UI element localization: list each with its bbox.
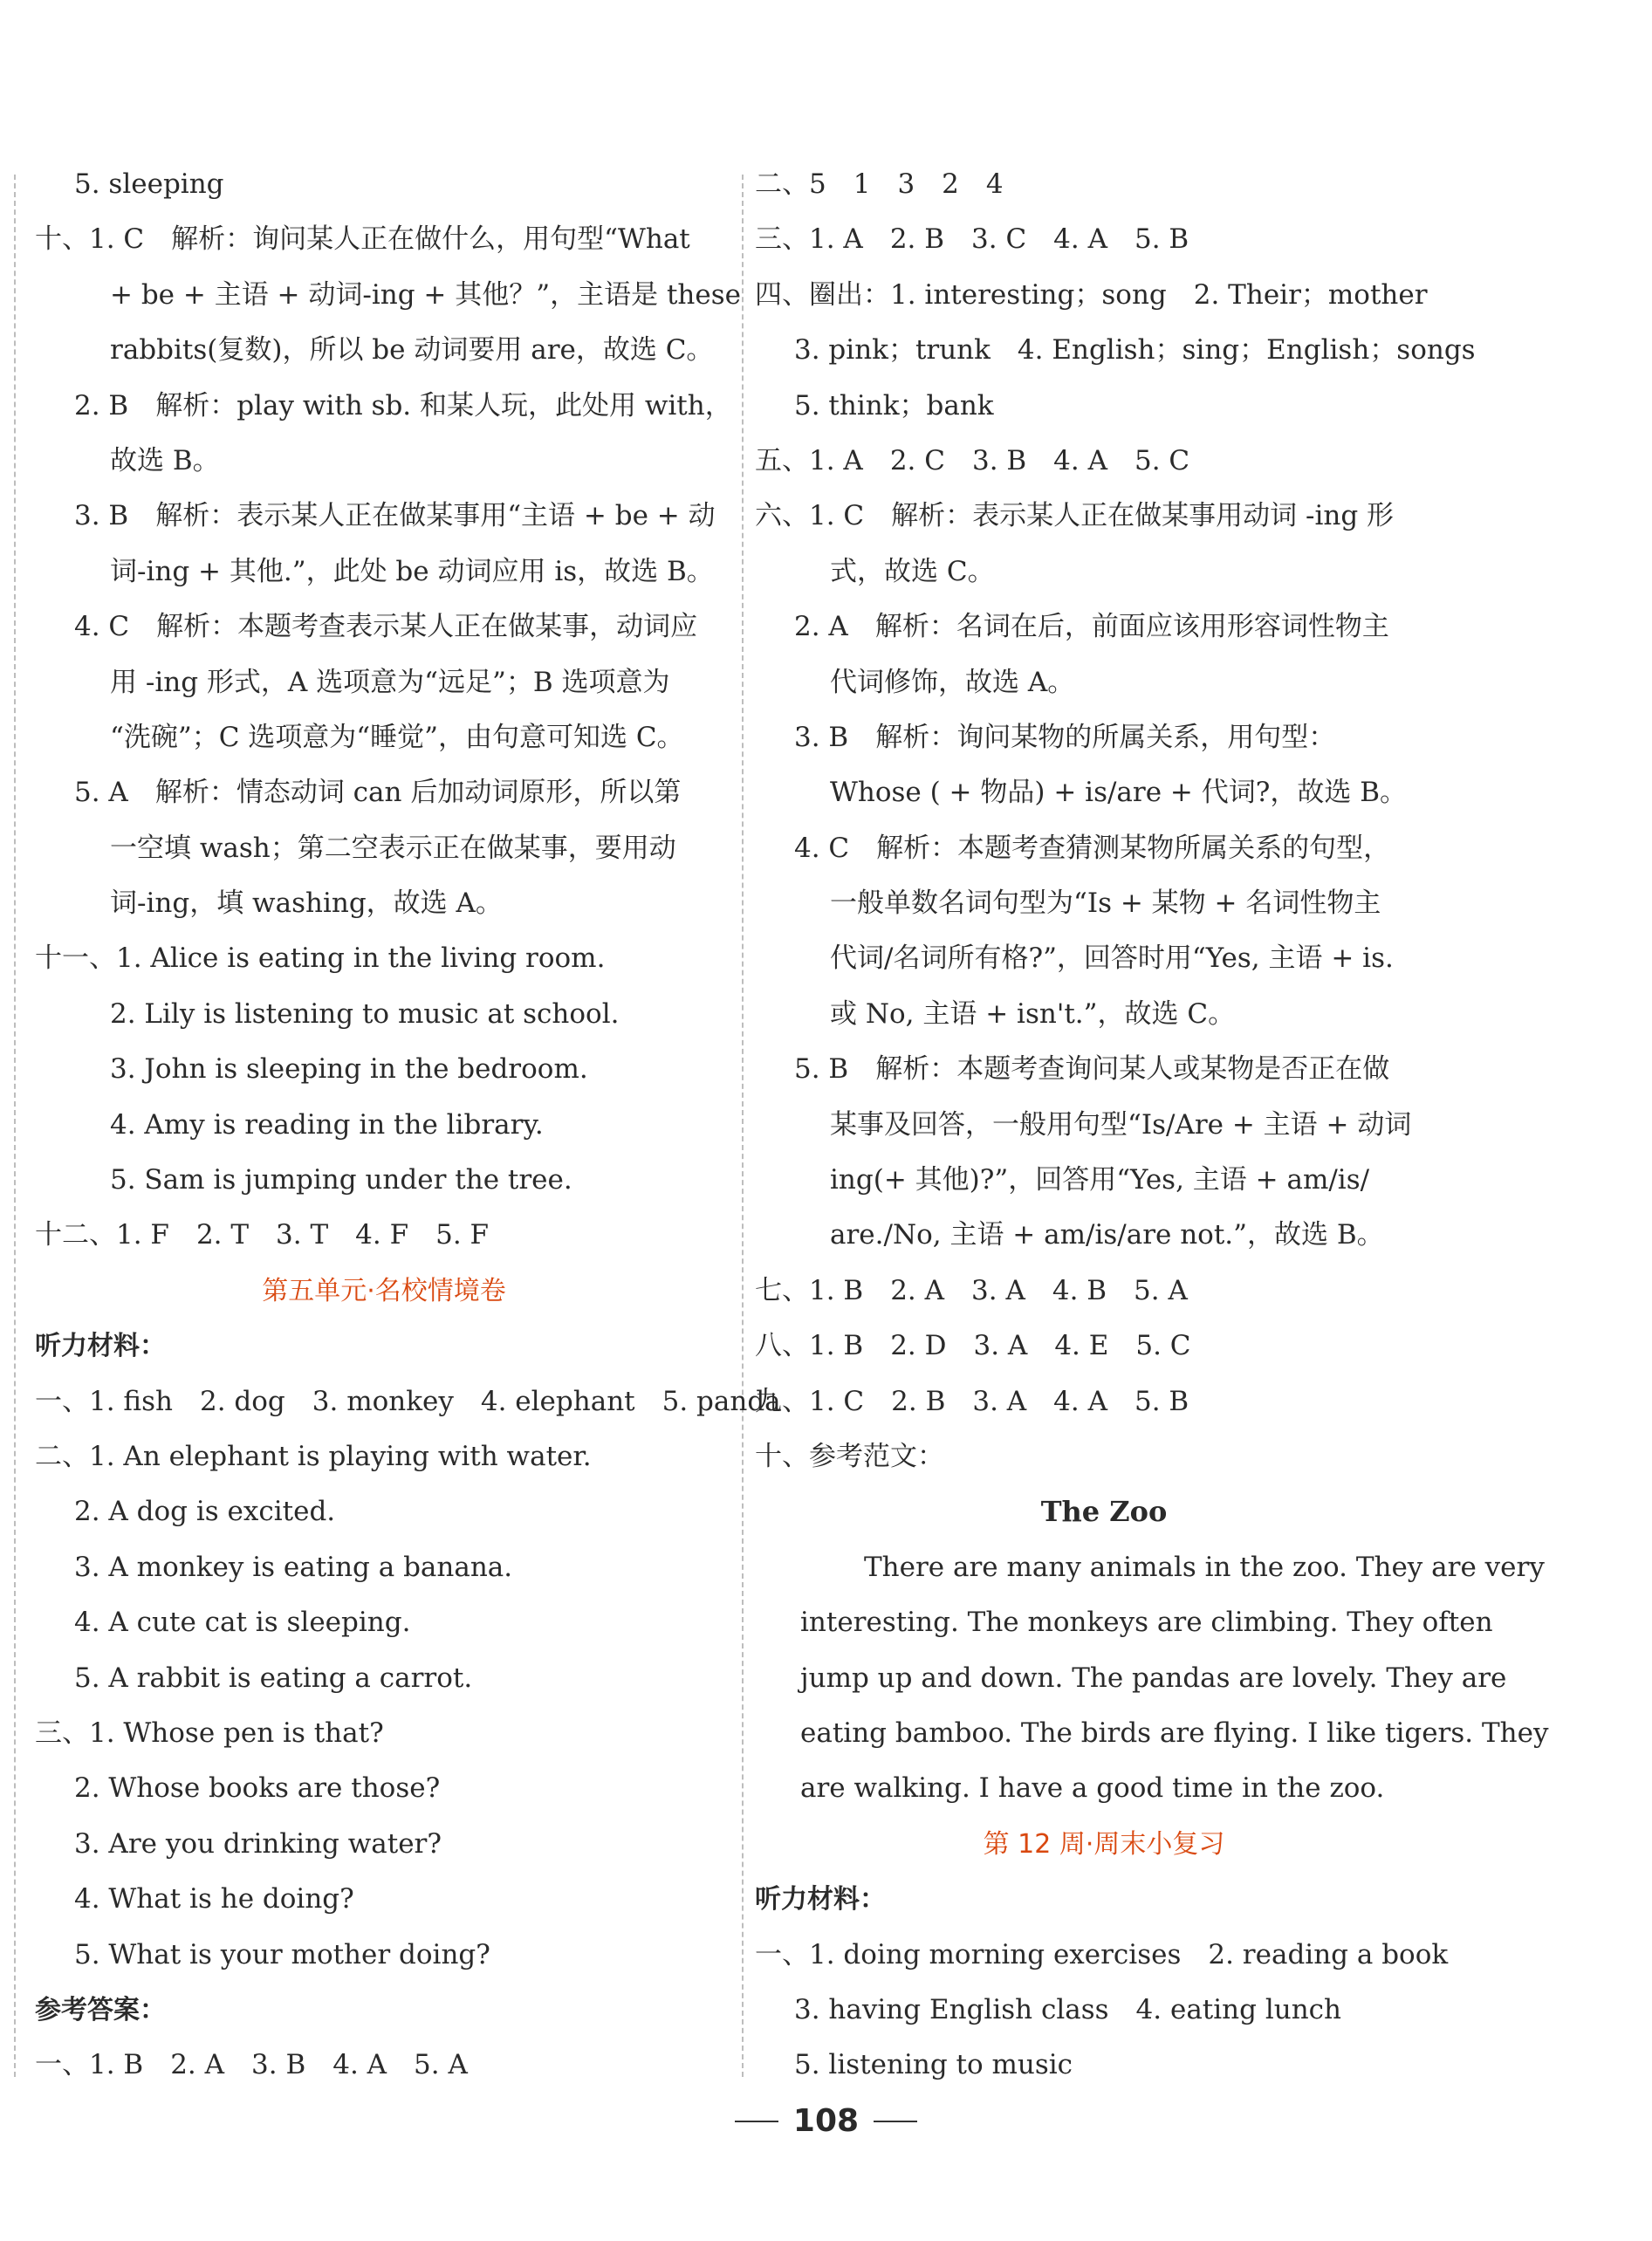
left-margin-dashed-line (14, 175, 16, 2077)
right-column (755, 157, 1549, 2094)
answer-line: 一、1. B 2. A 3. B 4. A 5. A (35, 2049, 468, 2081)
explanation-line: 代词/名词所有格?”，回答时用“Yes, 主语 + is. (830, 942, 1394, 975)
section-ten-line: 十、参考范文： (755, 1440, 944, 1472)
answer-line: 5. Sam is jumping under the tree. (110, 1164, 572, 1196)
listening-material-label: 听力材料： (755, 1884, 886, 1915)
section-twelve-line: 十二、1. F 2. T 3. T 4. F 5. F (35, 1219, 490, 1251)
answer-line: 4. What is he doing? (74, 1883, 354, 1915)
answer-line: 八、1. B 2. D 3. A 4. E 5. C (755, 1330, 1191, 1362)
answer-line: 3. pink；trunk 4. English；sing；English；songs (794, 334, 1476, 367)
answer-line: 3. B 解析：表示某人正在做某事用“主语 + be + 动 (74, 500, 716, 532)
answer-line: 二、5 1 3 2 4 (755, 168, 1004, 200)
section-ten-line: 十、1. C 解析：询问某人正在做什么，用句型“What (35, 223, 690, 256)
essay-line: interesting. The monkeys are climbing. They often (800, 1607, 1493, 1639)
explanation-line: 或 No, 主语 + isn't.”，故选 C。 (830, 997, 1236, 1030)
explanation-line: 一空填 wash；第二空表示正在做某事，要用动 (110, 832, 676, 864)
answer-line: 四、圈出：1. interesting；song 2. Their；mother (755, 278, 1428, 311)
answer-line: 3. having English class 4. eating lunch (794, 1993, 1342, 2025)
answer-line: 3. John is sleeping in the bedroom. (110, 1053, 588, 1086)
explanation-line: 式，故选 C。 (830, 555, 995, 587)
week-twelve-heading: 第 12 周·周末小复习 (983, 1828, 1225, 1860)
footer-dash-left (735, 2121, 778, 2122)
explanation-line: + be + 主语 + 动词-ing + 其他？”，主语是 these (110, 278, 741, 311)
explanation-line: 故选 B。 (110, 444, 220, 476)
answer-line: 七、1. B 2. A 3. A 4. B 5. A (755, 1274, 1188, 1306)
left-column (35, 157, 781, 2094)
answer-line: 二、1. An elephant is playing with water. (35, 1440, 592, 1472)
answer-line: 五、1. A 2. C 3. B 4. A 5. C (755, 444, 1190, 476)
essay-line: There are many animals in the zoo. They are very (864, 1551, 1545, 1583)
explanation-line: Whose ( + 物品) + is/are + 代词?，故选 B。 (830, 777, 1408, 809)
answer-line: 5. think；bank (794, 389, 994, 421)
explanation-line: 某事及回答，一般用句型“Is/Are + 主语 + 动词 (830, 1108, 1412, 1141)
essay-line: are walking. I have a good time in the zoo. (800, 1772, 1385, 1805)
explanation-line: 用 -ing 形式，A 选项意为“远足”；B 选项意为 (110, 666, 670, 698)
unit-five-heading: 第五单元·名校情境卷 (262, 1275, 506, 1306)
answer-line: 4. Amy is reading in the library. (110, 1108, 544, 1141)
section-six-line: 六、1. C 解析：表示某人正在做某事用动词 -ing 形 (755, 500, 1395, 532)
essay-line: jump up and down. The pandas are lovely. They are (800, 1662, 1507, 1694)
answer-line: 4. C 解析：本题考查猜测某物所属关系的句型， (794, 832, 1391, 864)
answer-line: 三、1. Whose pen is that? (35, 1717, 384, 1749)
essay-title: The Zoo (1040, 1495, 1168, 1529)
answer-line: 5. listening to music (794, 2049, 1073, 2081)
page-number: 108 (792, 2103, 860, 2139)
answer-line: 3. A monkey is eating a banana. (74, 1551, 513, 1583)
answer-line: 5. What is your mother doing? (74, 1938, 490, 1970)
answer-line: 一、1. doing morning exercises 2. reading a book (755, 1938, 1449, 1970)
explanation-line: rabbits(复数)，所以 be 动词要用 are，故选 C。 (110, 334, 714, 367)
explanation-line: 代词修饰，故选 A。 (830, 666, 1075, 698)
answer-line: 三、1. A 2. B 3. C 4. A 5. B (755, 223, 1189, 256)
explanation-line: ing(+ 其他)?”，回答用“Yes, 主语 + am/is/ (830, 1164, 1370, 1196)
answer-line: 2. A dog is excited. (74, 1496, 336, 1528)
answer-line: 5. A 解析：情态动词 can 后加动词原形，所以第 (74, 777, 682, 809)
answer-line: 5. sleeping (74, 168, 224, 200)
answer-line: 4. A cute cat is sleeping. (74, 1607, 411, 1639)
footer-dash-right (874, 2121, 917, 2122)
answer-line: 4. C 解析：本题考查表示某人正在做某事，动词应 (74, 611, 698, 643)
page-footer (0, 2103, 1652, 2155)
explanation-line: “洗碗”；C 选项意为“睡觉”，由句意可知选 C。 (110, 721, 684, 753)
explanation-line: 词-ing + 其他.”，此处 be 动词应用 is，故选 B。 (110, 555, 714, 587)
answer-line: 2. B 解析：play with sb. 和某人玩，此处用 with， (74, 389, 732, 421)
answer-line: 一、1. fish 2. dog 3. monkey 4. elephant 5. panda (35, 1385, 781, 1417)
explanation-line: are./No, 主语 + am/is/are not.”，故选 B。 (830, 1219, 1384, 1251)
answer-line: 2. A 解析：名词在后，前面应该用形容词性物主 (794, 611, 1389, 643)
answer-line: 九、1. C 2. B 3. A 4. A 5. B (755, 1385, 1189, 1417)
explanation-line: 一般单数名词句型为“Is + 某物 + 名词性物主 (830, 887, 1381, 920)
reference-answers-label: 参考答案： (35, 1994, 166, 2025)
essay-line: eating bamboo. The birds are flying. I like tigers. They (800, 1717, 1549, 1749)
section-eleven-line: 十一、1. Alice is eating in the living room. (35, 942, 606, 975)
listening-material-label: 听力材料： (35, 1331, 166, 1362)
answer-line: 3. B 解析：询问某物的所属关系，用句型： (794, 721, 1336, 753)
answer-line: 3. Are you drinking water? (74, 1827, 442, 1860)
answer-line: 5. A rabbit is eating a carrot. (74, 1662, 473, 1694)
answer-line: 2. Whose books are those? (74, 1772, 441, 1805)
explanation-line: 词-ing，填 washing，故选 A。 (110, 887, 503, 920)
answer-line: 5. B 解析：本题考查询问某人或某物是否正在做 (794, 1053, 1390, 1086)
column-divider-dashed-line (742, 175, 744, 2077)
answer-line: 2. Lily is listening to music at school. (110, 997, 620, 1030)
